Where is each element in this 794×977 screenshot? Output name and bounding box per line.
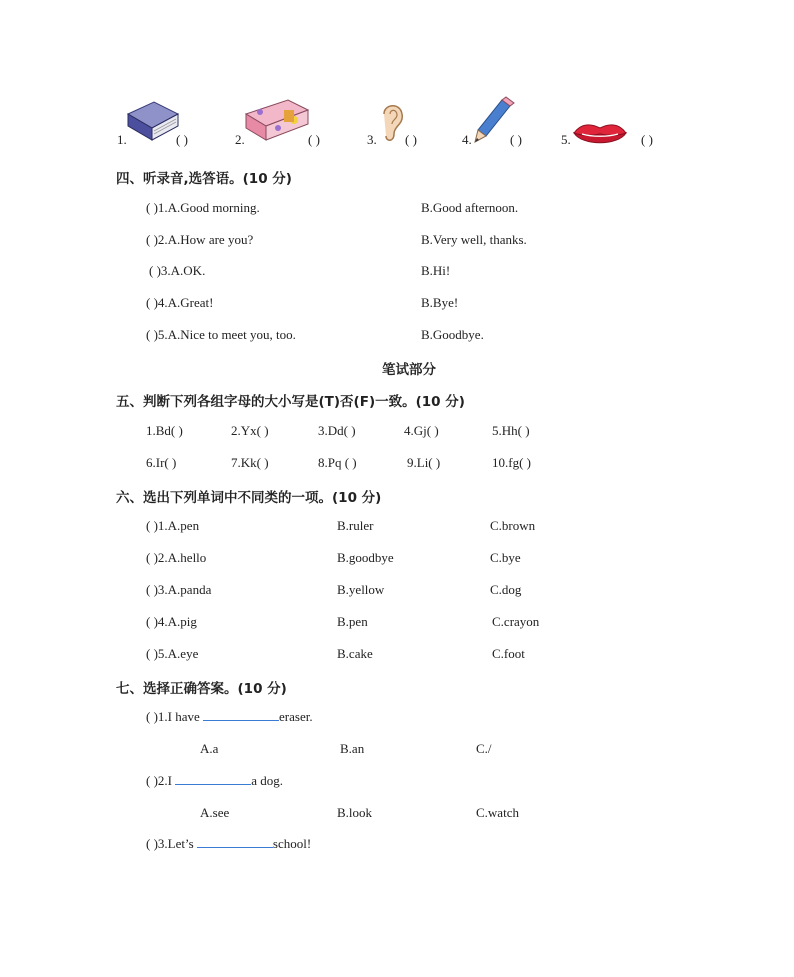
answer-paren[interactable]: ( ) [176,132,188,147]
question-text-end: a dog. [251,773,284,788]
option-c: C.foot [492,646,525,661]
option-a: ( )4.A.pig [146,614,197,629]
option-c: C.brown [490,518,536,533]
book-icon [124,100,180,142]
question-row: ( )3.A.OK. [149,263,206,278]
option-b: B.Good afternoon. [421,200,519,215]
picture-number: 1. [117,132,127,147]
question-text-end: eraser. [279,709,313,724]
answer-blank[interactable] [175,784,251,785]
question-row: ( )1.A.Good morning. [146,200,260,215]
option-c: C.crayon [492,614,540,629]
section-7-title: 七、选择正确答案。(10 分) [116,681,287,697]
question-3 [146,836,311,852]
option-c: C./ [476,741,492,756]
option-a: A.a [200,741,219,756]
question-text: ( )2.I [146,773,176,788]
picture-number: 5. [561,132,571,147]
option-b: B.look [337,805,373,820]
option-b: B.an [340,741,365,756]
letter-pair: 9.Li( ) [407,455,441,470]
letter-pair: 7.Kk( ) [231,455,269,470]
letter-pair: 5.Hh( ) [492,423,530,438]
answer-paren[interactable]: ( ) [510,132,522,147]
picture-number: 2. [235,132,245,147]
question-text: ( )1.I have [146,709,204,724]
question-text-end: school! [272,836,312,851]
question-row: ( )4.A.Great! [146,295,214,310]
question-text: ( )3.Let’s [146,836,197,851]
option-b: B.ruler [337,518,374,533]
option-b: B.Very well, thanks. [421,232,527,247]
question-1 [146,709,313,725]
question-row: ( )2.A.How are you? [146,232,254,247]
option-b: B.Goodbye. [421,327,484,342]
question-2 [146,773,283,789]
answer-blank[interactable] [197,847,273,848]
picture-number: 3. [367,132,377,147]
question-row: ( )5.A.Nice to meet you, too. [146,327,296,342]
lips-icon [572,120,628,148]
answer-paren[interactable]: ( ) [308,132,320,147]
option-c: C.bye [490,550,521,565]
letter-pair: 1.Bd( ) [146,423,183,438]
answer-paren[interactable]: ( ) [641,132,653,147]
pencil-case-icon [244,98,310,142]
option-b: B.yellow [337,582,385,597]
section-6-title: 六、选出下列单词中不同类的一项。(10 分) [116,490,382,506]
letter-pair: 8.Pq ( ) [318,455,357,470]
letter-pair: 4.Gj( ) [404,423,439,438]
option-c: C.dog [490,582,522,597]
option-a: A.see [200,805,230,820]
option-a: ( )3.A.panda [146,582,212,597]
written-part-heading: 笔试部分 [382,362,436,378]
option-b: B.Bye! [421,295,459,310]
answer-paren[interactable]: ( ) [405,132,417,147]
option-a: ( )5.A.eye [146,646,199,661]
option-b: B.cake [337,646,373,661]
letter-pair: 10.fg( ) [492,455,531,470]
option-b: B.goodbye [337,550,394,565]
section-4-title: 四、听录音,选答语。(10 分) [116,171,292,187]
letter-pair: 6.Ir( ) [146,455,177,470]
option-a: ( )2.A.hello [146,550,207,565]
option-c: C.watch [476,805,519,820]
option-b: B.Hi! [421,263,451,278]
section-5-title: 五、判断下列各组字母的大小写是(T)否(F)一致。(10 分) [116,394,465,410]
letter-pair: 3.Dd( ) [318,423,356,438]
letter-pair: 2.Yx( ) [231,423,269,438]
answer-blank[interactable] [203,720,279,721]
picture-number: 4. [462,132,472,147]
ear-icon [378,100,406,144]
option-b: B.pen [337,614,368,629]
option-a: ( )1.A.pen [146,518,200,533]
